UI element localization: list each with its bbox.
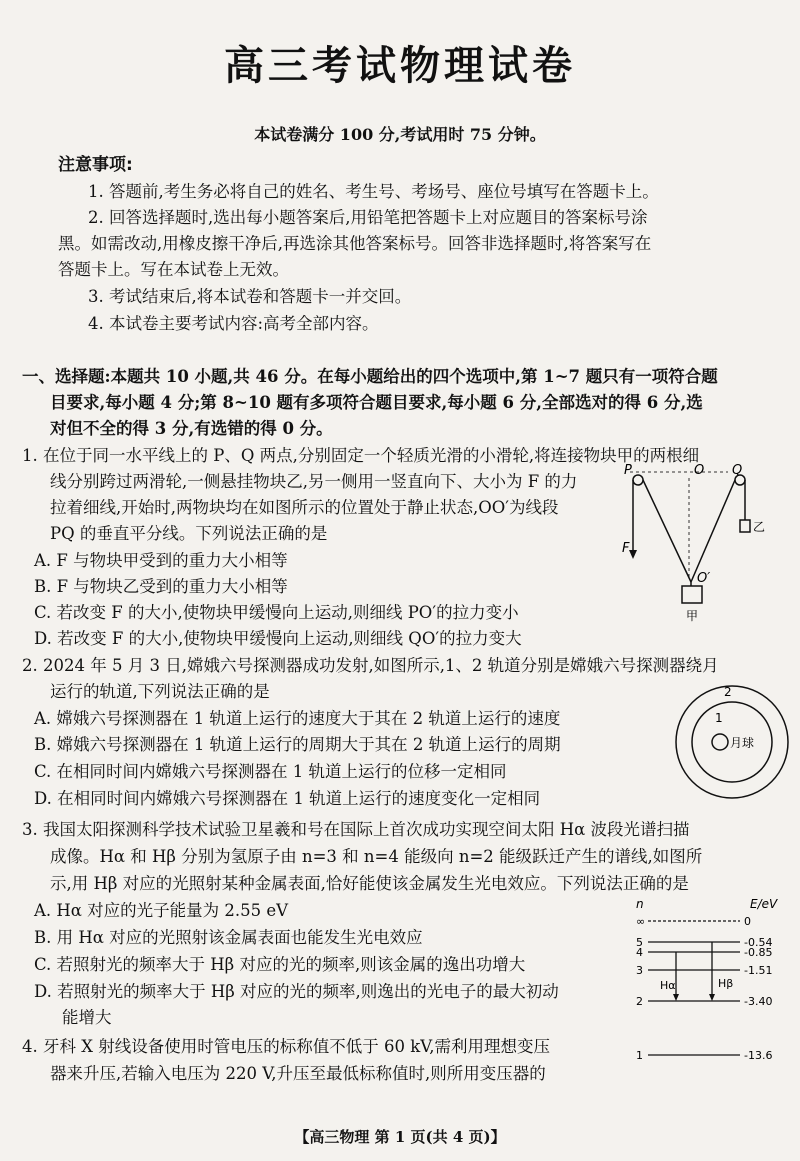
figure-label-q: Q <box>732 463 743 478</box>
figure-label-moon: 月球 <box>730 736 755 750</box>
question-3-stem: 成像。Hα 和 Hβ 分别为氢原子由 n=3 和 n=4 能级向 n=2 能级跃迁产生的谱线,如图所 <box>50 847 703 866</box>
question-2-option-b: B. 嫦娥六号探测器在 1 轨道上运行的周期大于其在 2 轨道上运行的周期 <box>34 735 561 754</box>
question-3-energy-diagram <box>630 895 790 1070</box>
page-footer: 【高三物理 第 1 页(共 4 页)】 <box>294 1128 506 1146</box>
energy-axis-n-label: n <box>636 897 644 911</box>
notice-item: 1. 答题前,考生务必将自己的姓名、考生号、考场号、座位号填写在答题卡上。 <box>88 182 659 201</box>
question-1-option-d: D. 若改变 F 的大小,使物块甲缓慢向上运动,则细线 QO′的拉力变大 <box>34 629 522 648</box>
exam-subtitle: 本试卷满分 100 分,考试用时 75 分钟。 <box>254 125 546 144</box>
question-2-option-c: C. 在相同时间内嫦娥六号探测器在 1 轨道上运行的位移一定相同 <box>34 762 507 781</box>
question-2-option-d: D. 在相同时间内嫦娥六号探测器在 1 轨道上运行的速度变化一定相同 <box>34 789 541 808</box>
energy-level-n: ∞ <box>636 915 646 928</box>
question-1-stem: 线分别跨过两滑轮,一侧悬挂物块乙,另一侧用一竖直向下、大小为 F 的力 <box>50 472 578 491</box>
notice-item: 2. 回答选择题时,选出每小题答案后,用铅笔把答题卡上对应题目的答案标号涂 <box>88 208 648 227</box>
question-3-option-d: 能增大 <box>62 1008 112 1027</box>
energy-level-e: -1.51 <box>744 964 773 977</box>
energy-axis-e-label: E/eV <box>750 897 778 911</box>
exam-title: 高三考试物理试卷 <box>224 43 576 89</box>
energy-level-n: 4 <box>636 946 643 959</box>
notice-item: 黑。如需改动,用橡皮擦干净后,再选涂其他答案标号。回答非选择题时,将答案写在 <box>58 234 652 253</box>
question-2-option-a: A. 嫦娥六号探测器在 1 轨道上运行的速度大于其在 2 轨道上运行的速度 <box>34 709 561 728</box>
question-1-stem: PQ 的垂直平分线。下列说法正确的是 <box>50 524 328 543</box>
energy-level-n: 1 <box>636 1049 643 1062</box>
question-1-option-b: B. F 与物块乙受到的重力大小相等 <box>34 577 288 596</box>
energy-level-e: 0 <box>744 915 751 928</box>
question-3-stem: 3. 我国太阳探测科学技术试验卫星羲和号在国际上首次成功实现空间太阳 Hα 波段光谱扫描 <box>22 820 690 839</box>
question-1-option-c: C. 若改变 F 的大小,使物块甲缓慢向上运动,则细线 PO′的拉力变小 <box>34 603 519 622</box>
section-heading: 目要求,每小题 4 分;第 8~10 题有多项符合题目要求,每小题 6 分,全部选对的得 6 分,选 <box>50 393 703 412</box>
notice-item: 3. 考试结束后,将本试卷和答题卡一并交回。 <box>88 287 412 306</box>
energy-transition-ha: Hα <box>660 979 676 992</box>
question-3-option-c: C. 若照射光的频率大于 Hβ 对应的光的频率,则该金属的逸出功增大 <box>34 955 526 974</box>
figure-label-yi: 乙 <box>753 520 766 534</box>
question-4-stem: 器来升压,若输入电压为 220 V,升压至最低标称值时,则所用变压器的 <box>50 1064 546 1083</box>
energy-level-e: -13.6 <box>744 1049 773 1062</box>
question-3-stem: 示,用 Hβ 对应的光照射某种金属表面,恰好能使该金属发生光电效应。下列说法正确的是 <box>50 874 689 893</box>
figure-label-p: P <box>624 463 632 478</box>
figure-label-orbit-1: 1 <box>715 711 723 725</box>
question-3-option-d: D. 若照射光的频率大于 Hβ 对应的光的频率,则逸出的光电子的最大初动 <box>34 982 559 1001</box>
energy-level-n: 5 <box>636 936 643 949</box>
energy-level-n: 3 <box>636 964 643 977</box>
energy-level-e: -3.40 <box>744 995 773 1008</box>
figure-label-f: F <box>622 541 630 556</box>
question-1-figure <box>620 462 770 630</box>
notice-item: 4. 本试卷主要考试内容:高考全部内容。 <box>88 314 379 333</box>
question-2-figure <box>672 682 792 802</box>
figure-label-o-prime: O′ <box>697 571 711 586</box>
figure-label-jia: 甲 <box>686 609 699 623</box>
section-heading: 对但不全的得 3 分,有选错的得 0 分。 <box>50 419 333 438</box>
energy-level-e: -0.85 <box>744 946 773 959</box>
question-3-option-b: B. 用 Hα 对应的光照射该金属表面也能发生光电效应 <box>34 928 423 947</box>
section-heading: 一、选择题:本题共 10 小题,共 46 分。在每小题给出的四个选项中,第 1~7 题只有一项符合题 <box>22 367 718 386</box>
question-1-option-a: A. F 与物块甲受到的重力大小相等 <box>34 551 288 570</box>
question-4-stem: 4. 牙科 X 射线设备使用时管电压的标称值不低于 60 kV,需利用理想变压 <box>22 1037 550 1056</box>
question-3-option-a: A. Hα 对应的光子能量为 2.55 eV <box>34 901 289 920</box>
question-2-stem: 2. 2024 年 5 月 3 日,嫦娥六号探测器成功发射,如图所示,1、2 轨道分别是嫦娥六号探测器绕月 <box>22 656 719 675</box>
notice-heading: 注意事项: <box>58 155 133 175</box>
energy-level-e: -0.54 <box>744 936 773 949</box>
energy-level-n: 2 <box>636 995 643 1008</box>
figure-label-o: O <box>694 463 705 478</box>
energy-transition-hb: Hβ <box>718 977 734 990</box>
figure-label-orbit-2: 2 <box>724 685 732 699</box>
notice-item: 答题卡上。写在本试卷上无效。 <box>58 260 289 279</box>
question-2-stem: 运行的轨道,下列说法正确的是 <box>50 682 270 701</box>
question-1-stem: 1. 在位于同一水平线上的 P、Q 两点,分别固定一个轻质光滑的小滑轮,将连接物块甲的两根细 <box>22 446 700 465</box>
question-1-stem: 拉着细线,开始时,两物块均在如图所示的位置处于静止状态,OO′为线段 <box>50 498 559 517</box>
